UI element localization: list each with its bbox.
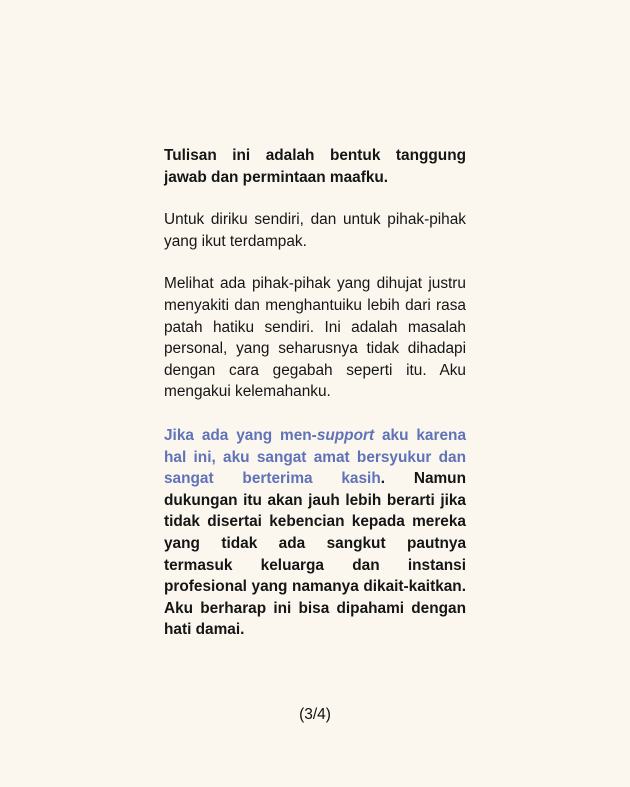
- paragraph-personal-reflection: Melihat ada pihak-pihak yang dihujat justru menyakiti dan menghantuiku lebih dari rasa patah hatiku sendiri. Ini adalah masalah personal, yang seharusnya tidak dihadapi dengan cara gegabah seperti itu. Aku mengakui kelemahanku.: [164, 275, 466, 401]
- paragraph-affected-parties: Untuk diriku sendiri, dan untuk pihak-pihak yang ikut terdampak.: [164, 211, 466, 250]
- paragraph-responsibility-statement: Tulisan ini adalah bentuk tanggung jawab dan permintaan maafku.: [164, 147, 466, 186]
- support-text-blue-suffix: aku karena hal ini, aku sangat amat bersyukur dan sangat berterima kasih: [164, 426, 467, 488]
- support-text-body: . Namun dukungan itu akan jauh lebih berarti jika tidak disertai kebencian kepada mereka yang tidak ada sangkut pautnya termasuk keluarga dan instansi profesional yang namanya dikait-kaitkan. Aku berharap ini bisa dipahami dengan hati damai.: [164, 470, 466, 639]
- support-text-blue-prefix: Jika ada yang men-: [164, 426, 317, 444]
- page-number: (3/4): [299, 706, 331, 723]
- paragraph-support-message: [164, 425, 466, 641]
- document-page: [164, 145, 466, 641]
- support-italic-word: support: [316, 426, 375, 444]
